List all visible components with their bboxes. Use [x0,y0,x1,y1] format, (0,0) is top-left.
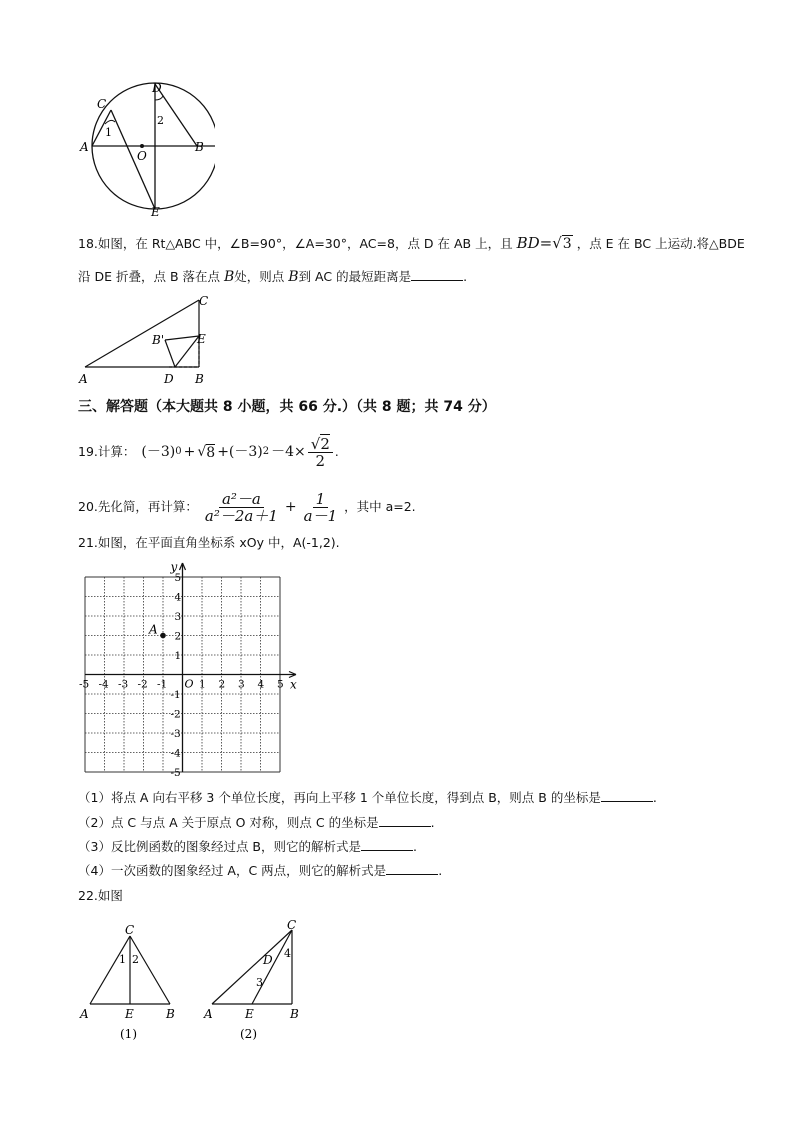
x-tick-label: 1 [199,678,206,691]
origin-label: O [184,677,194,691]
q21-sub-3-text: （3）反比例函数的图象经过点 B，则它的解析式是 [78,839,362,854]
q19-radical-sign: √ [197,444,207,460]
q19-radicand: 8 [206,444,216,461]
y-tick-label: -2 [170,708,181,721]
q18-answer-blank[interactable] [411,268,463,281]
segment-ec [252,930,292,1004]
q21-sub-2-blank[interactable] [379,814,431,827]
label-d: D [164,372,174,386]
q18-radical-sign: √ [552,234,562,252]
point-a-label: A [149,622,158,637]
segment-bprime-e [165,336,199,340]
q18-text-d: 处，则点 [234,269,285,284]
label-angle-1: 1 [105,126,112,139]
y-tick-label: -3 [170,728,181,740]
q19-exp-1: 0 [175,446,182,457]
q21-sub-1-blank[interactable] [601,789,653,802]
q19-line [78,432,339,472]
q22-figure-1 [75,918,185,1046]
x-tick-label: -5 [79,678,90,691]
q19-end: . [334,445,339,459]
q18-radicand: 3 [562,236,572,252]
q21-coordinate-grid [75,556,300,778]
q21-sub-2-period: . [430,815,435,830]
q18-text-e: 到 AC 的最短距离是 [298,269,412,284]
q18-line-2 [78,268,467,285]
label-d: D [263,953,273,967]
y-axis-label: y [170,560,178,574]
y-tick-label: -1 [170,689,181,701]
q18-period: . [463,269,468,284]
q19-fraction-num [308,436,333,453]
angle-mark-2 [155,96,163,100]
label-b: B [195,140,204,154]
q21-sub-4-period: . [438,863,443,878]
q21-sub-3 [78,838,417,855]
y-tick-label: 2 [174,630,182,643]
segment-ac [212,930,292,1004]
q21-intro: 21.如图，在平面直角坐标系 xOy 中，A(-1,2). [78,535,340,550]
label-angle-4: 4 [284,947,291,960]
q21-sub-3-blank[interactable] [361,838,413,851]
label-a: A [79,372,88,386]
segment-bc [130,936,170,1004]
q20-plus: + [284,499,297,515]
x-tick-label: 4 [257,678,265,691]
q22-figure-2 [200,912,310,1046]
q18-text-b: ，点 E 在 BC 上运动.将△BDE [576,236,745,251]
q21-sub-1 [78,789,657,806]
q17-circle-figure [75,78,215,220]
label-e: E [245,1007,254,1021]
q18-bd: BD [516,234,540,252]
q21-sub-2 [78,814,435,831]
label-angle-1: 1 [119,953,126,966]
label-e: E [125,1007,134,1021]
label-o: O [137,149,147,163]
q21-sub-3-period: . [413,839,417,854]
x-axis-label: x [290,677,297,692]
q19-fraction [308,436,333,469]
label-c: C [287,918,297,932]
x-tick-label: -4 [98,678,109,691]
caption-2: (2) [240,1027,257,1041]
q19-term-4: +(－3) [217,444,263,460]
label-a: A [204,1007,213,1021]
label-c: C [97,97,107,111]
q21-sub-1-period: . [652,790,657,805]
y-tick-label: 3 [174,611,182,623]
q20-line [78,487,416,527]
q20-prefix: 20.先化简，再计算： [78,499,198,514]
label-d: D [152,81,162,95]
q19-prefix: 19.计算： [78,444,136,459]
q19-exp-2: 2 [262,446,270,457]
y-tick-label: -4 [170,747,181,760]
label-e: E [197,332,206,346]
y-tick-label: 1 [174,650,182,662]
label-a: A [80,140,89,154]
q20-frac2-den: a－1 [303,506,338,525]
q20-fraction-2 [301,491,341,524]
q18-eq: = [539,234,553,252]
y-tick-label: 5 [174,572,182,584]
q20-suffix: ，其中 a=2. [344,499,416,514]
q20-fraction-1 [202,491,281,524]
q21-sub-4 [78,862,442,879]
y-tick-label: -5 [170,767,181,778]
q19-term-5: －4× [271,444,306,460]
q18-b-prime-2: B [288,269,299,285]
q19-frac-radicand: 2 [320,434,330,453]
y-tick-label: 4 [174,591,182,604]
q19-term-1: (－3) [141,444,176,460]
q20-frac1-num: a²－a [219,491,264,508]
q19-plus: + [183,444,196,460]
q18-text-a: 18.如图，在 Rt△ABC 中，∠B=90°，∠A=30°，AC=8，点 D 在 AB 上，且 [78,236,513,251]
x-tick-label: 5 [277,678,284,691]
x-tick-label: -1 [157,678,168,691]
segment-bprime-d [165,340,175,367]
q20-frac1-den: a²－2a＋1 [204,506,278,525]
label-c: C [199,294,209,308]
q18-triangle-figure [75,292,225,388]
segment-ac [85,300,199,367]
q20-frac2-num: 1 [313,491,329,508]
q21-sub-4-text: （4）一次函数的图象经过 A，C 两点，则它的解析式是 [78,863,387,878]
x-tick-label: 2 [218,678,226,691]
x-tick-label: 3 [238,678,245,691]
label-b: B [195,372,204,386]
label-a: A [80,1007,89,1021]
label-angle-3: 3 [256,976,263,989]
q21-sub-2-text: （2）点 C 与点 A 关于原点 O 对称，则点 C 的坐标是 [78,815,379,830]
x-tick-label: -2 [137,678,148,691]
x-tick-label: -3 [118,678,129,691]
label-c: C [125,923,135,937]
q21-sub-1-text: （1）将点 A 向右平移 3 个单位长度，再向上平移 1 个单位长度，得到点 B，则点 B 的坐标是 [78,790,601,805]
q22-intro: 22.如图 [78,888,123,903]
segment-ac [90,936,130,1004]
section-title: 三、解答题（本大题共 8 小题，共 66 分.）（共 8 题；共 74 分） [78,399,496,415]
angle-mark-1 [105,120,115,124]
q19-frac-radical-sign: √ [310,434,321,453]
segment-ce [111,110,155,209]
label-b-prime: B' [152,333,165,347]
label-angle-2: 2 [132,953,139,966]
q21-sub-4-blank[interactable] [386,862,438,875]
point-a [160,633,166,639]
q18-b-prime-1: B [223,269,235,285]
q18-line-1 [78,235,745,252]
center-dot [140,144,144,148]
q19-fraction-den: 2 [315,451,326,470]
label-e: E [151,205,160,219]
q18-text-c: 沿 DE 折叠，点 B 落在点 [78,269,220,284]
caption-1: (1) [120,1027,137,1041]
segment-de [175,336,199,367]
label-b: B [290,1007,299,1021]
label-b: B [166,1007,175,1021]
label-angle-2: 2 [157,114,164,127]
